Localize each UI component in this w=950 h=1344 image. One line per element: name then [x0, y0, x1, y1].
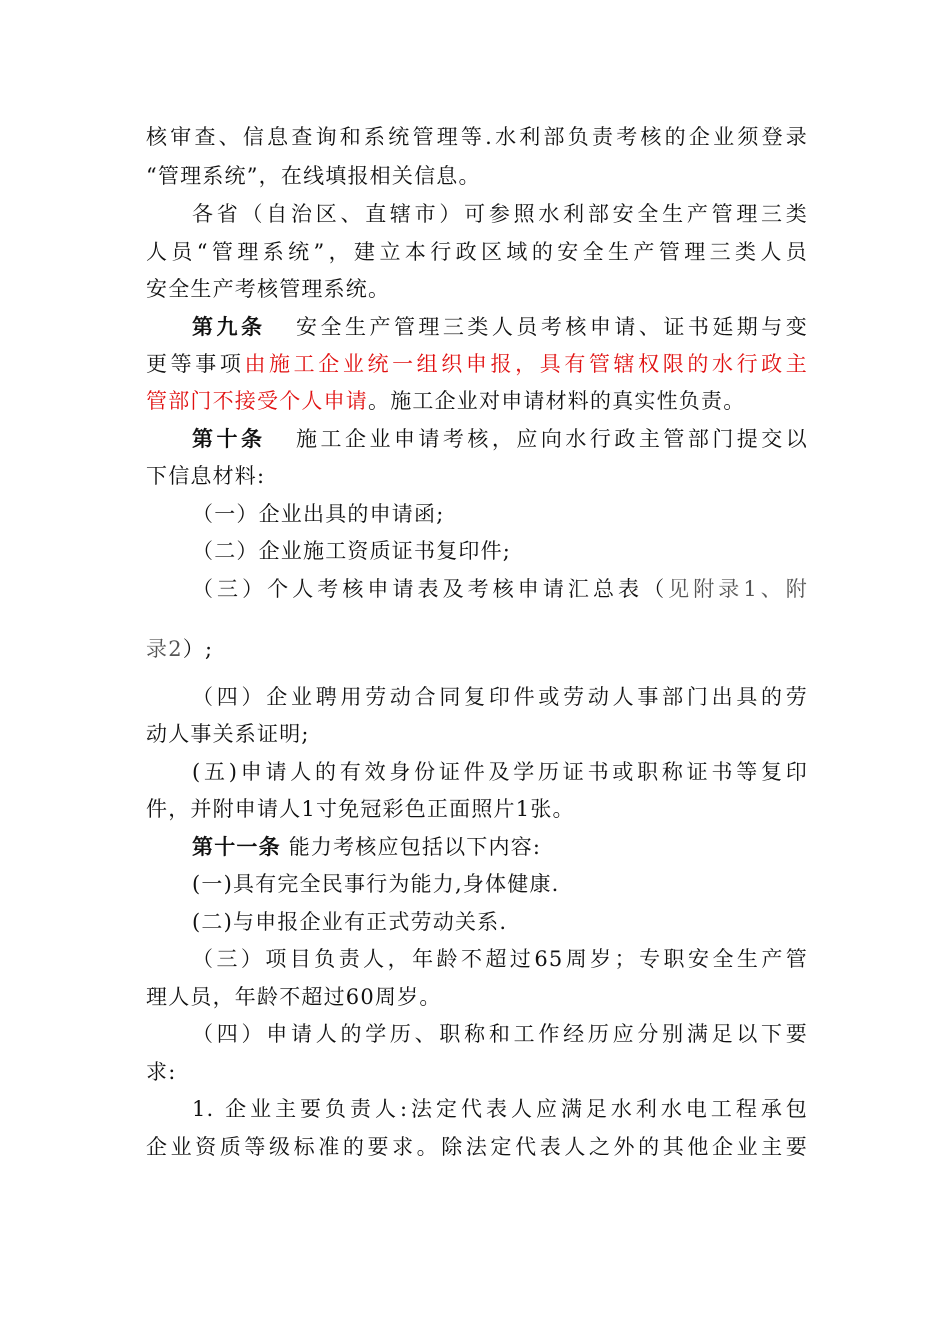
list-item-cont: 理人员，年龄不超过60周岁。: [146, 985, 442, 1009]
list-item: (五)申请人的有效身份证件及学历证书或职称证书等复印: [192, 760, 808, 784]
list-item: [192, 575, 808, 603]
article-11-title: 第十一条: [192, 834, 281, 859]
highlighted-text: 由施工企业统一组织申报，具有管辖权限的水行政主: [244, 352, 808, 376]
appendix-ref: 录2: [146, 637, 183, 661]
list-item: （三）项目负责人，年龄不超过65周岁；专职安全生产管: [192, 947, 808, 971]
list-item-text: （三）个人考核申请表及考核申请汇总表（: [192, 577, 669, 601]
highlighted-text: 管部门不接受个人申请: [146, 389, 368, 413]
article-11-line: [192, 833, 854, 861]
article-text: 。施工企业对申请材料的真实性负责。: [368, 389, 746, 413]
para-line: 安全生产考核管理系统。: [146, 277, 391, 301]
article-text: 安全生产管理三类人员考核申请、证书延期与变: [295, 315, 808, 339]
article-9-line: [192, 313, 808, 341]
article-9-line: [146, 350, 808, 378]
list-item: （四）企业聘用劳动合同复印件或劳动人事部门出具的劳: [192, 685, 808, 709]
numbered-item: 1. 企业主要负责人:法定代表人应满足水利水电工程承包: [192, 1097, 808, 1121]
list-item-cont: [146, 635, 808, 663]
list-item-text: ）;: [182, 637, 214, 661]
numbered-item-cont: 企业资质等级标准的要求。除法定代表人之外的其他企业主要: [146, 1135, 808, 1159]
article-text: 施工企业申请考核，应向水行政主管部门提交以: [295, 427, 808, 451]
para-line: “管理系统”，在线填报相关信息。: [146, 164, 481, 188]
article-9-title: 第九条: [192, 314, 266, 339]
list-item: （一）企业出具的申请函;: [192, 502, 445, 526]
article-text: 能力考核应包括以下内容:: [288, 835, 542, 859]
para-line: 各省（自治区、直辖市）可参照水利部安全生产管理三类: [192, 202, 808, 226]
article-10-line: [192, 425, 808, 453]
list-item-cont: 动人事关系证明;: [146, 722, 310, 746]
article-10-title: 第十条: [192, 426, 266, 451]
article-9-line: [146, 387, 808, 415]
list-item: （四）申请人的学历、职称和工作经历应分别满足以下要: [192, 1022, 808, 1046]
list-item-cont: 求:: [146, 1060, 177, 1084]
article-10-line: 下信息材料:: [146, 464, 266, 488]
list-item: （二）企业施工资质证书复印件;: [192, 539, 512, 563]
list-item: (一)具有完全民事行为能力,身体健康.: [192, 872, 560, 896]
para-line: 核审查、信息查询和系统管理等.水利部负责考核的企业须登录: [146, 125, 808, 149]
list-item: (二)与申报企业有正式劳动关系.: [192, 910, 508, 934]
list-item-cont: 件，并附申请人1寸免冠彩色正面照片1张。: [146, 797, 575, 821]
article-text: 更等事项: [146, 352, 245, 376]
appendix-ref: 见附录1、附: [668, 577, 808, 601]
para-line: 人员“管理系统”，建立本行政区域的安全生产管理三类人员: [146, 240, 808, 264]
